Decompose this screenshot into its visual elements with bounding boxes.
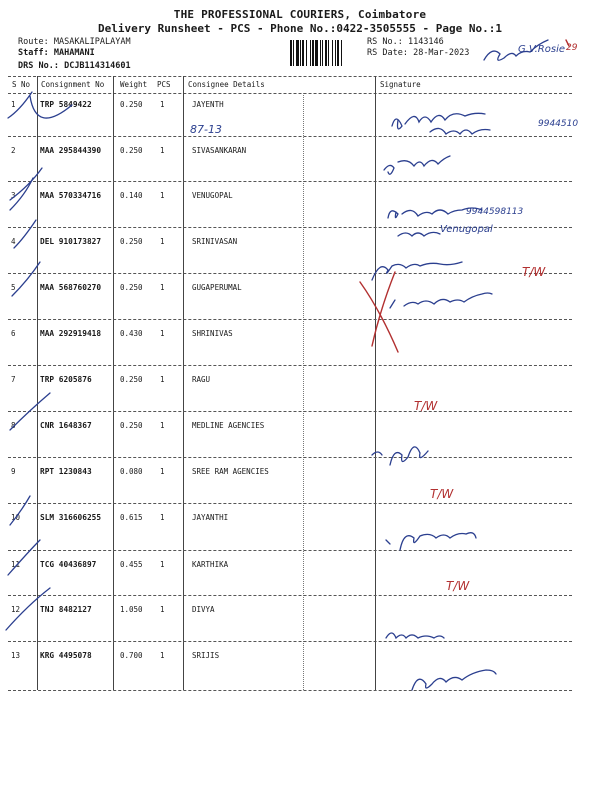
signature-row8: [372, 447, 428, 465]
drs-value: DCJB114314601: [64, 61, 131, 71]
row-weight: 0.700: [120, 651, 143, 660]
signature-row5: [390, 293, 492, 308]
header-bottom-rule: [8, 93, 572, 94]
row-pcs: 1: [160, 560, 165, 569]
barcode-bar: [293, 40, 294, 66]
top-right-note: G.V.Rosie: [518, 44, 566, 55]
row-sno: 6: [11, 329, 16, 338]
barcode-bar: [300, 40, 301, 66]
row-sno: 9: [11, 467, 16, 476]
row-divider: [8, 503, 572, 504]
col-divider: [375, 76, 376, 690]
row-pcs: 1: [160, 191, 165, 200]
row-consignment-no: TRP 6205876: [40, 375, 92, 384]
row-pcs: 1: [160, 283, 165, 292]
row-pcs: 1: [160, 421, 165, 430]
runsheet-title: Delivery Runsheet - PCS - Phone No.:0422-3505555 - Page No.:1: [98, 22, 502, 35]
row-consignee: SHRINIVAS: [192, 329, 233, 338]
row-consignee: DIVYA: [192, 605, 215, 614]
row-divider: [8, 136, 572, 137]
top-right-scribble: [484, 40, 548, 60]
row-pcs: 1: [160, 237, 165, 246]
row1-note: 87-13: [190, 123, 222, 136]
barcode-bar: [337, 40, 339, 66]
row-consignment-no: MAA 295844390: [40, 146, 102, 155]
route-value: MASAKALIPALAYAM: [53, 37, 131, 47]
row-weight: 0.430: [120, 329, 143, 338]
col-consignment: Consignment No: [41, 80, 105, 89]
row-divider: [8, 365, 572, 366]
drs-line: [18, 61, 131, 71]
barcode-bar: [290, 40, 292, 66]
row-consignment-no: DEL 910173827: [40, 237, 102, 246]
company-title: THE PROFESSIONAL COURIERS, Coimbatore: [173, 8, 427, 21]
row-sno: 3: [11, 191, 16, 200]
col-weight: Weight: [120, 80, 148, 89]
barcode-bar: [312, 40, 314, 66]
barcode-bar: [322, 40, 323, 66]
col-signature: Signature: [380, 80, 421, 89]
row-consignment-no: CNR 1648367: [40, 421, 92, 430]
staff-line: [18, 48, 95, 58]
barcode-bar: [320, 40, 321, 66]
row-weight: 0.250: [120, 375, 143, 384]
row-consignment-no: MAA 568760270: [40, 283, 102, 292]
row-sno: 7: [11, 375, 16, 384]
signature-row12: [386, 633, 444, 638]
row-consignee: JAYANTHI: [192, 513, 229, 522]
row-weight: 1.050: [120, 605, 143, 614]
row-sno: 2: [11, 146, 16, 155]
barcode-bar: [306, 40, 307, 66]
signature-row10: [386, 533, 476, 550]
row-divider: [8, 227, 572, 228]
tw-mark: T/W: [414, 399, 438, 413]
row-pcs: 1: [160, 513, 165, 522]
tw-mark: T/W: [430, 487, 454, 501]
rs-no-line: [367, 37, 444, 47]
staff-label: Staff:: [18, 48, 49, 58]
row-consignment-no: KRG 4495078: [40, 651, 92, 660]
row3-name: Venugopal: [440, 224, 493, 235]
row-weight: 0.250: [120, 146, 143, 155]
route-label: Route:: [18, 37, 49, 47]
barcode-bar: [296, 40, 299, 66]
rs-date-value: 28-Mar-2023: [413, 48, 470, 58]
row-sno: 12: [11, 605, 21, 614]
row-divider: [8, 595, 572, 596]
row-consignment-no: TRP 5849422: [40, 100, 92, 109]
col-divider: [113, 76, 114, 690]
barcode-bar: [335, 40, 336, 66]
rs-no-label: RS No.:: [367, 37, 403, 47]
row-sno: 11: [11, 560, 21, 569]
row-consignee: VENUGOPAL: [192, 191, 233, 200]
row-pcs: 1: [160, 467, 165, 476]
signature-row1: [392, 113, 485, 129]
signature-row2: [384, 156, 450, 174]
row-sno: 8: [11, 421, 16, 430]
row-sno: 13: [11, 651, 21, 660]
row1-phone: 9944510: [538, 119, 579, 129]
route-line: [18, 37, 131, 47]
barcode-bar: [332, 40, 333, 66]
row-pcs: 1: [160, 146, 165, 155]
col-pcs: PCS: [157, 80, 171, 89]
row-divider: [8, 411, 572, 412]
tw-mark: T/W: [522, 265, 546, 279]
row-weight: 0.250: [120, 283, 143, 292]
row-divider: [8, 273, 572, 274]
row-consignee: MEDLINE AGENCIES: [192, 421, 265, 430]
barcode-bar: [315, 40, 318, 66]
col-divider: [183, 76, 184, 690]
check-mark: [14, 220, 36, 248]
row-consignment-no: MAA 292919418: [40, 329, 102, 338]
row-weight: 0.615: [120, 513, 143, 522]
col-divider: [37, 76, 38, 690]
tw-mark: T/W: [446, 579, 470, 593]
row-divider: [8, 550, 572, 551]
row-weight: 0.140: [120, 191, 143, 200]
rs-date-line: [367, 48, 469, 58]
row-weight: 0.455: [120, 560, 143, 569]
row-consignment-no: RPT 1230843: [40, 467, 92, 476]
row-pcs: 1: [160, 605, 165, 614]
red-tick: [566, 40, 569, 46]
signature-row3: [398, 232, 440, 236]
signature-row4: [372, 262, 462, 280]
row3-phone: 9944598113: [466, 207, 524, 217]
row-consignee: GUGAPERUMAL: [192, 283, 242, 292]
row-weight: 0.250: [120, 100, 143, 109]
staff-value: MAHAMANI: [53, 48, 95, 58]
check-mark: [8, 540, 40, 575]
row-consignment-no: TNJ 8482127: [40, 605, 92, 614]
row-pcs: 1: [160, 329, 165, 338]
red-cross-mark: [360, 282, 398, 352]
row-consignee: SRIJIS: [192, 651, 220, 660]
row-consignee: RAGU: [192, 375, 211, 384]
row-weight: 0.250: [120, 237, 143, 246]
barcode-bar: [325, 40, 327, 66]
header-top-rule: [8, 76, 572, 77]
drs-label: DRS No.:: [18, 61, 59, 71]
check-mark: [12, 262, 40, 296]
row-consignment-no: TCG 40436897: [40, 560, 97, 569]
row-pcs: 1: [160, 375, 165, 384]
row-consignment-no: SLM 316606255: [40, 513, 102, 522]
row-consignee: JAYENTH: [192, 100, 224, 109]
row-weight: 0.080: [120, 467, 143, 476]
signature-row1: [430, 128, 490, 134]
signature-row3: [388, 208, 482, 218]
barcode-bar: [341, 40, 342, 66]
row-consignee: SREE RAM AGENCIES: [192, 467, 269, 476]
row-divider: [8, 457, 572, 458]
signature-row13: [412, 670, 496, 690]
row-pcs: 1: [160, 100, 165, 109]
barcode-bar: [310, 40, 311, 66]
col-divider: [303, 93, 304, 690]
top-right-count: 29: [566, 43, 578, 53]
row-sno: 10: [11, 513, 21, 522]
barcode: [290, 40, 362, 66]
barcode-bar: [302, 40, 304, 66]
row-consignment-no: MAA 570334716: [40, 191, 102, 200]
row-consignee: KARTHIKA: [192, 560, 229, 569]
rs-no-value: 1143146: [407, 37, 444, 47]
row-divider: [8, 641, 572, 642]
barcode-bar: [328, 40, 329, 66]
row-sno: 1: [11, 100, 16, 109]
row-divider: [8, 319, 572, 320]
rs-date-label: RS Date:: [367, 48, 408, 58]
row-sno: 5: [11, 283, 16, 292]
col-consignee: Consignee Details: [188, 80, 265, 89]
row-pcs: 1: [160, 651, 165, 660]
row-weight: 0.250: [120, 421, 143, 430]
row-divider: [8, 181, 572, 182]
row-consignee: SIVASANKARAN: [192, 146, 247, 155]
row-divider: [8, 690, 572, 691]
row-consignee: SRINIVASAN: [192, 237, 238, 246]
col-sno: S No: [12, 80, 31, 89]
row-sno: 4: [11, 237, 16, 246]
